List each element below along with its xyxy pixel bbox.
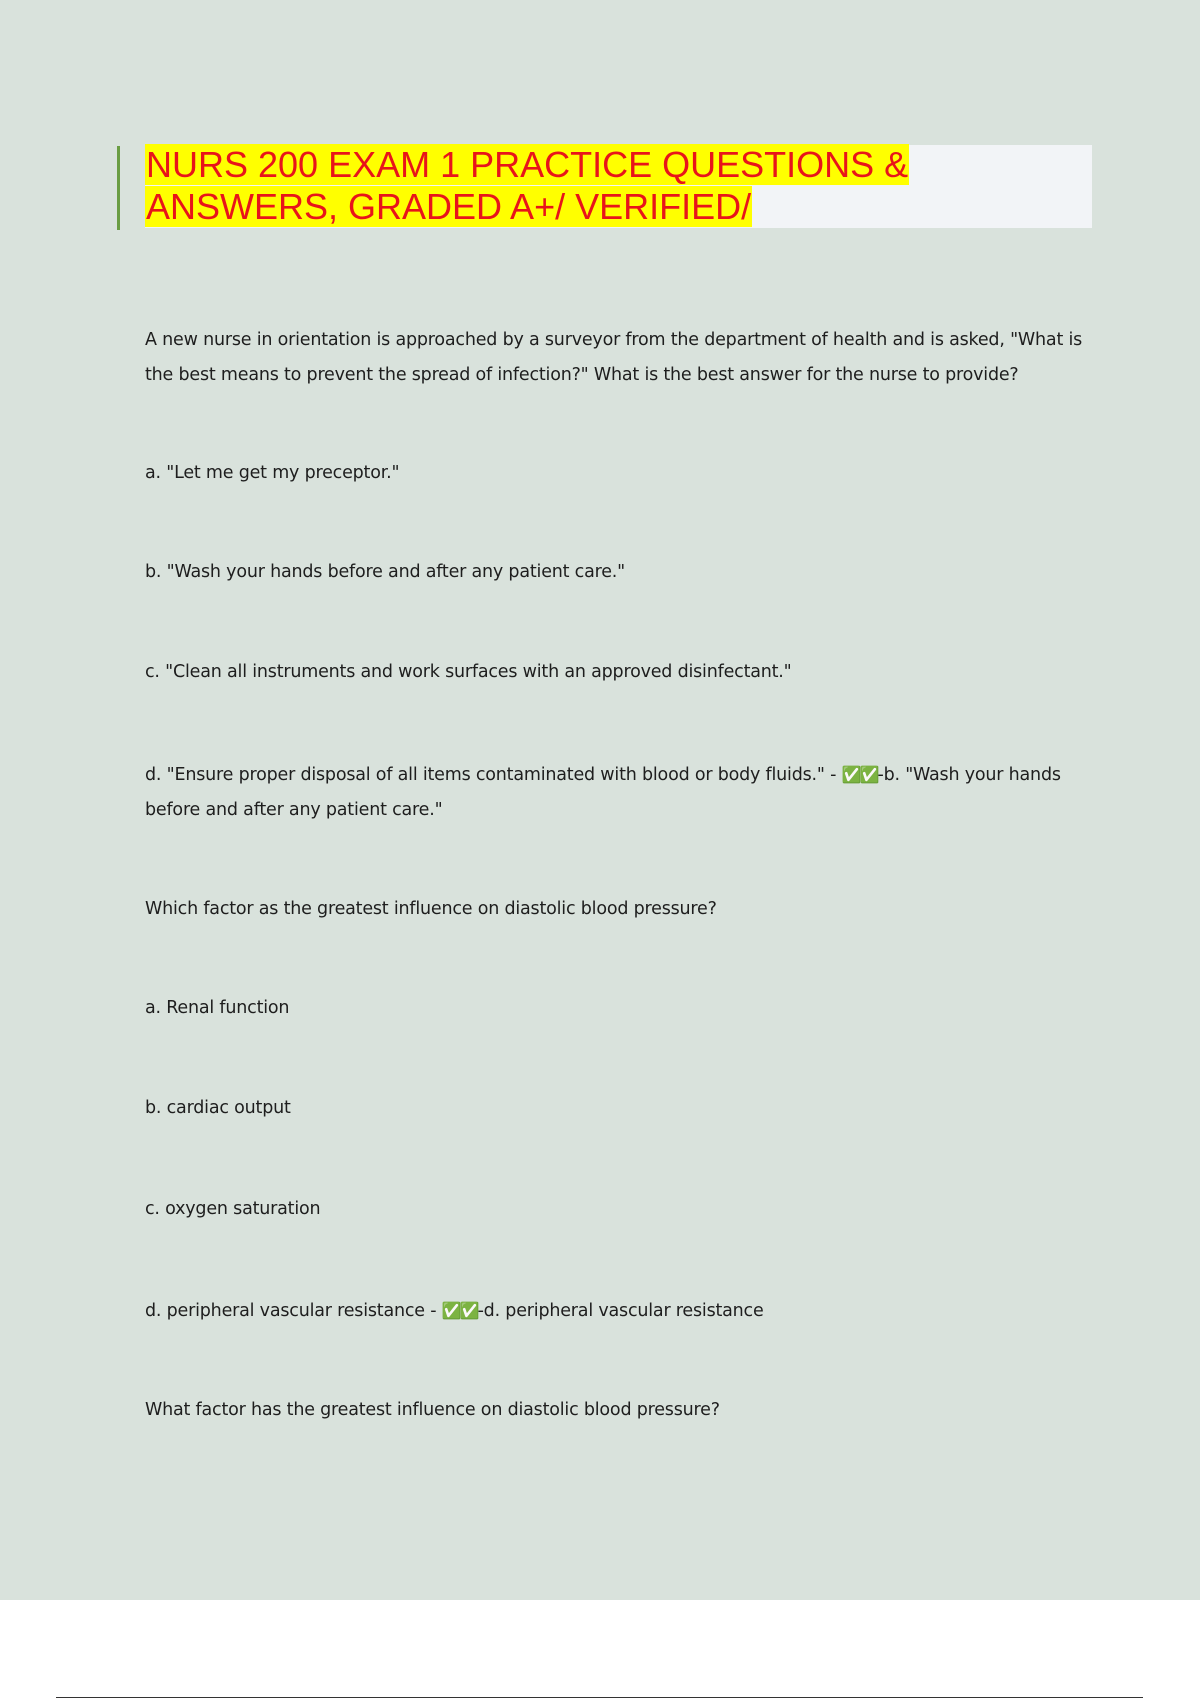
question-1-option-d: d. "Ensure proper disposal of all items contaminated with blood or body fluids." - xyxy=(145,765,842,785)
document-title-block xyxy=(117,144,1092,230)
question-1-answer: -b. "Wash your hands before and after any patient care." xyxy=(145,765,1061,820)
title-line-2: ANSWERS, GRADED A+/ VERIFIED/ xyxy=(146,186,752,227)
question-1-option-c: c. "Clean all instruments and work surfaces with an approved disinfectant." xyxy=(145,662,792,682)
question-2-option-c: c. oxygen saturation xyxy=(145,1199,321,1219)
question-2-option-a: a. Renal function xyxy=(145,998,290,1018)
document-title xyxy=(145,144,1092,228)
answer-check-icon: ✅✅ xyxy=(841,765,878,784)
question-2-answer: -d. peripheral vascular resistance xyxy=(477,1301,764,1321)
question-2-option-b: b. cardiac output xyxy=(145,1098,291,1118)
question-1-stem: A new nurse in orientation is approached by a surveyor from the department of health and is asked, "What is the best means to prevent the spread of infection?" What is the best answer for the nurse to provide? xyxy=(145,330,1083,385)
title-accent-bar xyxy=(117,146,120,230)
question-2-stem: Which factor as the greatest influence on diastolic blood pressure? xyxy=(145,899,717,919)
question-1-option-d-with-answer xyxy=(145,757,1095,828)
question-2-option-d-with-answer xyxy=(145,1293,1095,1329)
question-1-option-b: b. "Wash your hands before and after any patient care." xyxy=(145,562,626,582)
title-line-1: NURS 200 EXAM 1 PRACTICE QUESTIONS & xyxy=(146,144,909,185)
question-2-option-d: d. peripheral vascular resistance - xyxy=(145,1301,442,1321)
question-3-stem: What factor has the greatest influence on diastolic blood pressure? xyxy=(145,1400,720,1420)
question-1-option-a: a. "Let me get my preceptor." xyxy=(145,463,400,483)
answer-check-icon: ✅✅ xyxy=(441,1301,478,1320)
footer-divider xyxy=(56,1697,1143,1698)
